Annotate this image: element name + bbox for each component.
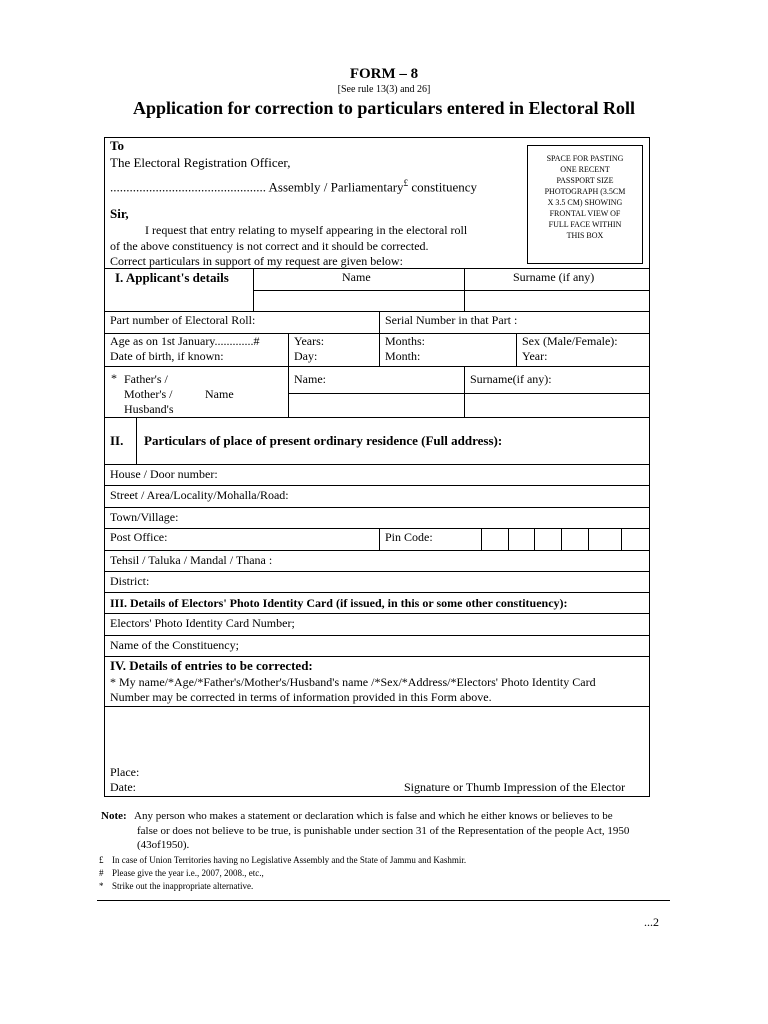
divider	[104, 507, 650, 508]
request-line-2: of the above constituency is not correct and it should be corrected.	[110, 239, 429, 253]
divider	[379, 528, 380, 550]
divider	[104, 656, 650, 657]
surname-label: Surname (if any)	[513, 270, 595, 284]
dob-label: Date of birth, if known:	[110, 349, 224, 363]
relative-surname-label: Surname(if any):	[470, 372, 552, 386]
applicant-surname-field[interactable]	[465, 291, 649, 310]
relation-father: Father's /	[124, 372, 168, 386]
years-label: Years:	[294, 334, 325, 348]
divider	[379, 333, 380, 366]
post-office-label[interactable]: Post Office:	[110, 530, 168, 544]
age-label: Age as on 1st January.............#	[110, 334, 260, 348]
form-number: FORM – 8	[349, 66, 419, 82]
day-label: Day:	[294, 349, 318, 363]
constituency-name-label[interactable]: Name of the Constituency;	[110, 638, 239, 652]
footnote-pound-mark: £	[99, 855, 104, 865]
place-label[interactable]: Place:	[110, 765, 140, 779]
to-label: To	[110, 138, 124, 153]
applicant-name-field[interactable]	[254, 291, 463, 310]
divider	[104, 550, 650, 551]
request-line-3: Correct particulars in support of my request are given below:	[110, 254, 403, 268]
divider	[104, 613, 650, 614]
divider	[104, 311, 650, 312]
page-title: Application for correction to particulars entered in Electoral Roll	[133, 98, 635, 118]
footnote-star-mark: *	[99, 881, 104, 891]
divider	[379, 311, 380, 333]
relative-name-label: Name:	[294, 372, 326, 386]
divider	[104, 464, 650, 465]
footnote-star-text: Strike out the inappropriate alternative.	[112, 881, 254, 891]
section-2-number: II.	[110, 433, 124, 448]
section-3-heading: III. Details of Electors' Photo Identity Card (if issued, in this or some other constituency):	[110, 596, 568, 610]
months-label: Months:	[385, 334, 426, 348]
divider	[136, 417, 137, 464]
month-label: Month:	[385, 349, 421, 363]
district-label[interactable]: District:	[110, 574, 150, 588]
note-line-2: false or does not believe to be true, is punishable under section 31 of the Representation of the people Act, 1950	[137, 825, 630, 837]
pin-code-field[interactable]	[482, 529, 649, 549]
divider	[104, 485, 650, 486]
photo-text-line: THIS BOX	[566, 231, 604, 240]
constituency-suffix: constituency	[408, 179, 478, 195]
footnote-pound-text: In case of Union Territories having no Legislative Assembly and the State of Jammu and Kashmir.	[112, 855, 467, 865]
part-number-label: Part number of Electoral Roll:	[110, 313, 256, 327]
constituency-line	[110, 176, 477, 194]
section-2-heading: Particulars of place of present ordinary residence (Full address):	[144, 433, 503, 448]
footer-rule	[97, 900, 670, 901]
photo-text-line: FULL FACE WITHIN	[548, 220, 622, 229]
footnote-hash-mark: #	[99, 868, 104, 878]
house-label[interactable]: House / Door number:	[110, 467, 218, 481]
tehsil-label[interactable]: Tehsil / Taluka / Mandal / Thana :	[110, 553, 273, 567]
sex-label: Sex (Male/Female):	[522, 334, 618, 348]
constituency-prefix: ................................................ Assembly / Parliamentary	[110, 179, 404, 195]
relation-star: *	[111, 371, 117, 385]
divider	[104, 635, 650, 636]
divider	[104, 592, 650, 593]
relative-name-field[interactable]	[289, 394, 463, 416]
section-4-line-2: Number may be corrected in terms of information provided in this Form above.	[110, 690, 492, 704]
section-4-line-1: * My name/*Age/*Father's/Mother's/Husband's name /*Sex/*Address/*Electors' Photo Identity Card	[110, 675, 596, 689]
serial-number-label: Serial Number in that Part :	[385, 313, 518, 327]
relation-husband: Husband's	[124, 402, 174, 416]
name-label: Name	[342, 270, 371, 284]
officer-line: The Electoral Registration Officer,	[110, 155, 291, 170]
photo-text-line: ONE RECENT	[560, 165, 610, 174]
relation-mother: Mother's /	[124, 387, 173, 401]
street-label[interactable]: Street / Area/Locality/Mohalla/Road:	[110, 488, 289, 502]
signature-label[interactable]: Signature or Thumb Impression of the Elector	[404, 780, 626, 794]
photo-text-line: PASSPORT SIZE	[556, 176, 614, 185]
photo-text-line: SPACE FOR PASTING	[546, 154, 624, 163]
section-4-heading: IV. Details of entries to be corrected:	[110, 658, 313, 673]
divider	[516, 333, 517, 366]
note-line-1: Any person who makes a statement or declaration which is false and which he either knows or believes to be	[134, 810, 613, 822]
salutation: Sir,	[110, 206, 129, 221]
rule-reference: [See rule 13(3) and 26]	[337, 84, 431, 95]
divider	[104, 268, 650, 269]
footnote-hash-text: Please give the year i.e., 2007, 2008., etc.,	[112, 868, 264, 878]
divider	[104, 417, 650, 418]
divider	[104, 366, 650, 367]
pin-code-label: Pin Code:	[385, 530, 433, 544]
year-label: Year:	[522, 349, 548, 363]
photo-text-line: X 3.5 CM) SHOWING	[547, 198, 623, 207]
photo-box-instructions	[527, 153, 643, 241]
photo-text-line: FRONTAL VIEW OF	[549, 209, 621, 218]
divider	[104, 571, 650, 572]
date-label[interactable]: Date:	[110, 780, 136, 794]
note-line-3: (43of1950).	[137, 839, 190, 851]
request-line-1: I request that entry relating to myself appearing in the electoral roll	[145, 223, 468, 237]
page-continuation: ...2	[644, 915, 659, 929]
note-label: Note:	[101, 810, 127, 822]
relation-name: Name	[205, 387, 234, 401]
pound-footnote-mark: £	[403, 178, 409, 188]
divider	[288, 333, 289, 366]
section-1-heading: I. Applicant's details	[115, 270, 229, 285]
town-label[interactable]: Town/Village:	[110, 510, 179, 524]
photo-text-line: PHOTOGRAPH (3.5CM	[544, 187, 626, 196]
relative-surname-field[interactable]	[465, 394, 649, 416]
epic-number-label[interactable]: Electors' Photo Identity Card Number;	[110, 616, 295, 630]
divider	[104, 706, 650, 707]
